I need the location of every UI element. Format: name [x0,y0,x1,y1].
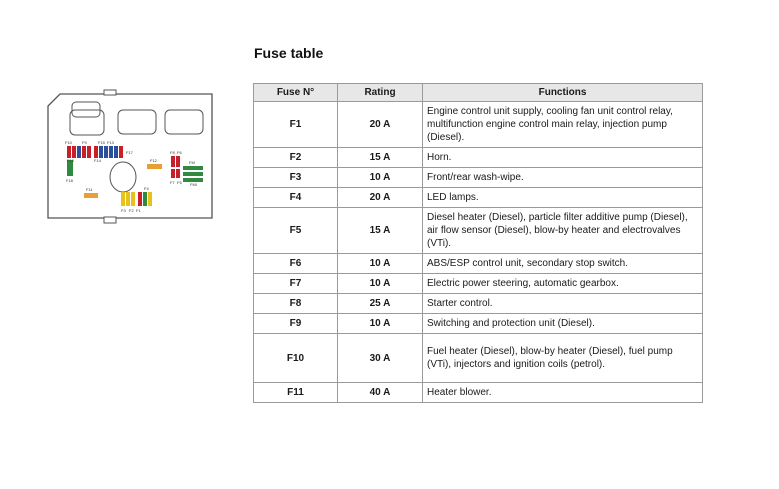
fuse-table [253,83,703,403]
rating-cell: 15 A [338,208,423,254]
rating-cell: 10 A [338,314,423,334]
label-f15: F15 [98,140,105,145]
function-cell: Starter control. [423,294,703,314]
rating-cell: 25 A [338,294,423,314]
function-cell: Electric power steering, automatic gearbox. [423,274,703,294]
label-f7: F7 [170,180,175,185]
table-row [254,314,703,334]
label-f9: F9 [82,140,87,145]
fuse-block-left [67,146,123,158]
label-f6: F6 [177,150,182,155]
label-f12: F12 [150,158,157,163]
label-f10: F10 [65,140,72,145]
page-title: Fuse table [254,45,324,61]
fuse-cell: F5 [254,208,338,254]
function-cell: ABS/ESP control unit, secondary stop switch. [423,254,703,274]
header-rating: Rating [338,84,423,102]
fuse-box-diagram [46,88,218,230]
rating-cell: 30 A [338,334,423,383]
fuse-cell: F3 [254,168,338,188]
function-cell: Fuel heater (Diesel), blow-by heater (Diesel), fuel pump (VTi), injectors and ignition coils (petrol). [423,334,703,383]
label-f2: F2 [129,208,134,213]
table-header-row [254,84,703,102]
table-row [254,208,703,254]
header-fuse: Fuse N° [254,84,338,102]
fuse-cell: F9 [254,314,338,334]
rating-cell: 40 A [338,383,423,403]
function-cell: Front/rear wash-wipe. [423,168,703,188]
table-row [254,254,703,274]
label-f1: F1 [136,208,141,213]
table-row [254,102,703,148]
rating-cell: 10 A [338,168,423,188]
rating-cell: 15 A [338,148,423,168]
fuse-cell: F1 [254,102,338,148]
label-f4: F4 [144,186,149,191]
table-row [254,274,703,294]
function-cell: Diesel heater (Diesel), particle filter additive pump (Diesel), air flow sensor (Diesel), blow-by heater and electrovalves (VTi). [423,208,703,254]
fuse-f11-orange [84,193,98,198]
function-cell: Engine control unit supply, cooling fan unit control relay, multifunction engine control main relay, injection pump (Diesel). [423,102,703,148]
fuse-cell: F2 [254,148,338,168]
label-f5: F5 [177,180,182,185]
label-f11: F11 [86,187,93,192]
label-f17: F17 [126,150,133,155]
function-cell: LED lamps. [423,188,703,208]
fuse-cell: F10 [254,334,338,383]
fuse-cell: F6 [254,254,338,274]
label-f8: F8 [170,150,175,155]
table-row [254,334,703,383]
rating-cell: 10 A [338,274,423,294]
label-f16: F16 [67,158,74,163]
function-cell: Switching and protection unit (Diesel). [423,314,703,334]
table-row [254,383,703,403]
label-fm: FM [189,160,195,165]
rating-cell: 20 A [338,102,423,148]
rating-cell: 10 A [338,254,423,274]
label-f14: F14 [94,158,101,163]
label-f3: F3 [121,208,126,213]
table-row [254,148,703,168]
function-cell: Horn. [423,148,703,168]
fuse-f9-orange [147,164,162,169]
table-row [254,294,703,314]
fuse-cell: F4 [254,188,338,208]
label-f13: F13 [107,140,114,145]
function-cell: Heater blower. [423,383,703,403]
label-fmi: FMI [190,182,197,187]
label-f18: F18 [66,178,73,183]
table-row [254,168,703,188]
table-row [254,188,703,208]
fuse-cell: F8 [254,294,338,314]
rating-cell: 20 A [338,188,423,208]
header-functions: Functions [423,84,703,102]
fuse-cell: F11 [254,383,338,403]
fuse-cell: F7 [254,274,338,294]
